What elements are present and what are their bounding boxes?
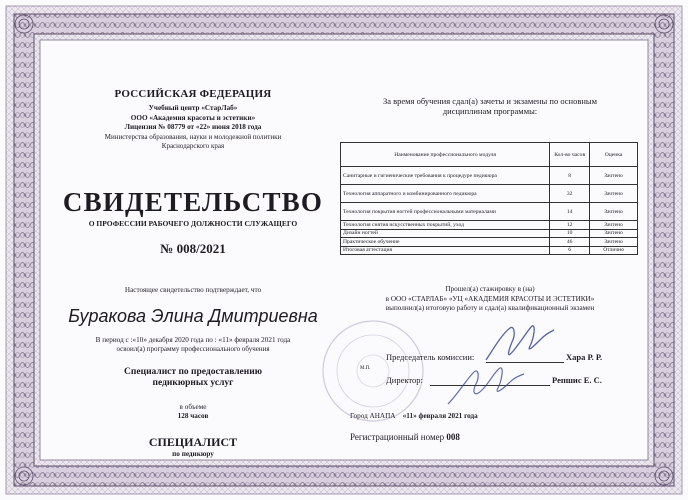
registration-label: Регистрационный номер xyxy=(350,432,445,442)
ministry-line-2: Краснодарского края xyxy=(161,141,225,150)
profession-subtitle: О ПРОФЕССИИ РАБОЧЕГО ДОЛЖНОСТИ СЛУЖАЩЕГО xyxy=(88,218,298,228)
registration xyxy=(350,432,460,442)
volume-hours: 128 часов xyxy=(177,411,209,420)
volume-label: в объеме xyxy=(179,402,207,411)
table-header-row xyxy=(341,143,638,167)
header-grade: Оценка xyxy=(590,143,638,167)
confirms-text: Настоящее свидетельство подтверждает, что xyxy=(124,285,262,294)
qualification-subtitle: по педикюру xyxy=(172,449,214,458)
program-line-2: педикюрных услуг xyxy=(152,377,234,388)
row-module-name: Технология снятия искусственных покрытий, уход xyxy=(341,221,550,230)
country-title: РОССИЙСКАЯ ФЕДЕРАЦИЯ xyxy=(114,88,272,100)
holder-name: Буракова Элина Дмитриевна xyxy=(68,305,318,326)
director-name: Репшис Е. С. xyxy=(552,375,602,385)
table-row xyxy=(341,203,638,221)
header-hours: Кол-во часов xyxy=(550,143,590,167)
ministry-line-1: Министерства образования, науки и молодежной политики xyxy=(104,132,282,141)
row-grade: Зачтено xyxy=(590,185,638,203)
row-grade: Зачтено xyxy=(590,238,638,247)
row-hours: 12 xyxy=(550,221,590,230)
certificate-title: СВИДЕТЕЛЬСТВО xyxy=(62,186,324,217)
row-hours: 32 xyxy=(550,185,590,203)
training-center: Учебный центр «СтарЛаб» xyxy=(148,104,238,112)
table-row xyxy=(341,246,638,255)
city-label: Город АНАПА xyxy=(350,412,396,420)
row-hours: 14 xyxy=(550,203,590,221)
exams-intro xyxy=(344,96,636,116)
director-signature xyxy=(440,360,530,410)
row-grade: Зачтено xyxy=(590,167,638,185)
row-hours: 10 xyxy=(550,229,590,238)
row-grade: Зачтено xyxy=(590,221,638,230)
issue-date: «11» февраля 2021 года xyxy=(402,412,478,420)
row-grade: Зачтено xyxy=(590,203,638,221)
city-date xyxy=(350,412,478,420)
chair-label: Председатель комиссии: xyxy=(386,352,475,362)
table-row xyxy=(341,238,638,247)
certificate-number: № 008/2021 xyxy=(160,240,226,256)
exams-intro-line-2: дисциплинам программы: xyxy=(442,106,538,116)
subjects-table xyxy=(340,142,638,255)
organization: ООО «Академия красоты и эстетики» xyxy=(130,113,256,122)
row-module-name: Технология покрытия ногтей профессиональными материалами xyxy=(341,203,550,221)
row-hours: 8 xyxy=(550,167,590,185)
program-line-1: Специалист по предоставлению xyxy=(124,366,262,377)
row-module-name: Технология аппаратного и комбинированного педикюра xyxy=(341,185,550,203)
table-row xyxy=(341,221,638,230)
table-row xyxy=(341,185,638,203)
organization-stamp xyxy=(318,316,428,426)
internship-block xyxy=(344,285,636,314)
row-hours: 6 xyxy=(550,246,590,255)
program-name xyxy=(60,367,326,389)
study-period: В период с :«10» декабря 2020 года по : «11» февраля 2021 года xyxy=(95,335,291,344)
license-line: Лицензия № 08779 от «22» июня 2018 года xyxy=(124,123,262,131)
director-label: Директор: xyxy=(386,375,423,385)
qualification-title: СПЕЦИАЛИСТ xyxy=(148,434,238,449)
mastered-text: освоил(а) программу профессионального обучения xyxy=(116,344,270,353)
left-column xyxy=(60,88,326,458)
row-grade: Зачтено xyxy=(590,229,638,238)
table-row xyxy=(341,229,638,238)
stamp-mark: М.П. xyxy=(360,366,371,371)
internship-line-2: в ООО «СТАРЛАБ» «УЦ «АКАДЕМИЯ КРАСОТЫ И ЭСТЕТИКИ» xyxy=(385,294,595,303)
row-module-name: Санитарные и гигиенические требования к процедуре педикюра xyxy=(341,167,550,185)
header-module-name: Наименование профессионального модуля xyxy=(341,143,550,167)
row-module-name: Итоговая аттестация xyxy=(341,246,550,255)
registration-number: 008 xyxy=(446,432,460,442)
row-module-name: Практическое обучение xyxy=(341,238,550,247)
internship-line-3: выполнил(а) итоговую работу и сдал(а) квалификационный экзамен xyxy=(385,304,595,312)
chair-name: Хара Р. Р. xyxy=(566,352,603,362)
row-hours: 46 xyxy=(550,238,590,247)
internship-line-1: Прошел(а) стажировку в (на) xyxy=(445,285,535,293)
program-volume xyxy=(60,403,326,421)
table-row xyxy=(341,167,638,185)
row-grade: Отлично xyxy=(590,246,638,255)
row-module-name: Дизайн ногтей xyxy=(341,229,550,238)
exams-intro-line-1: За время обучения сдал(а) зачеты и экзамены по основным xyxy=(382,96,598,106)
